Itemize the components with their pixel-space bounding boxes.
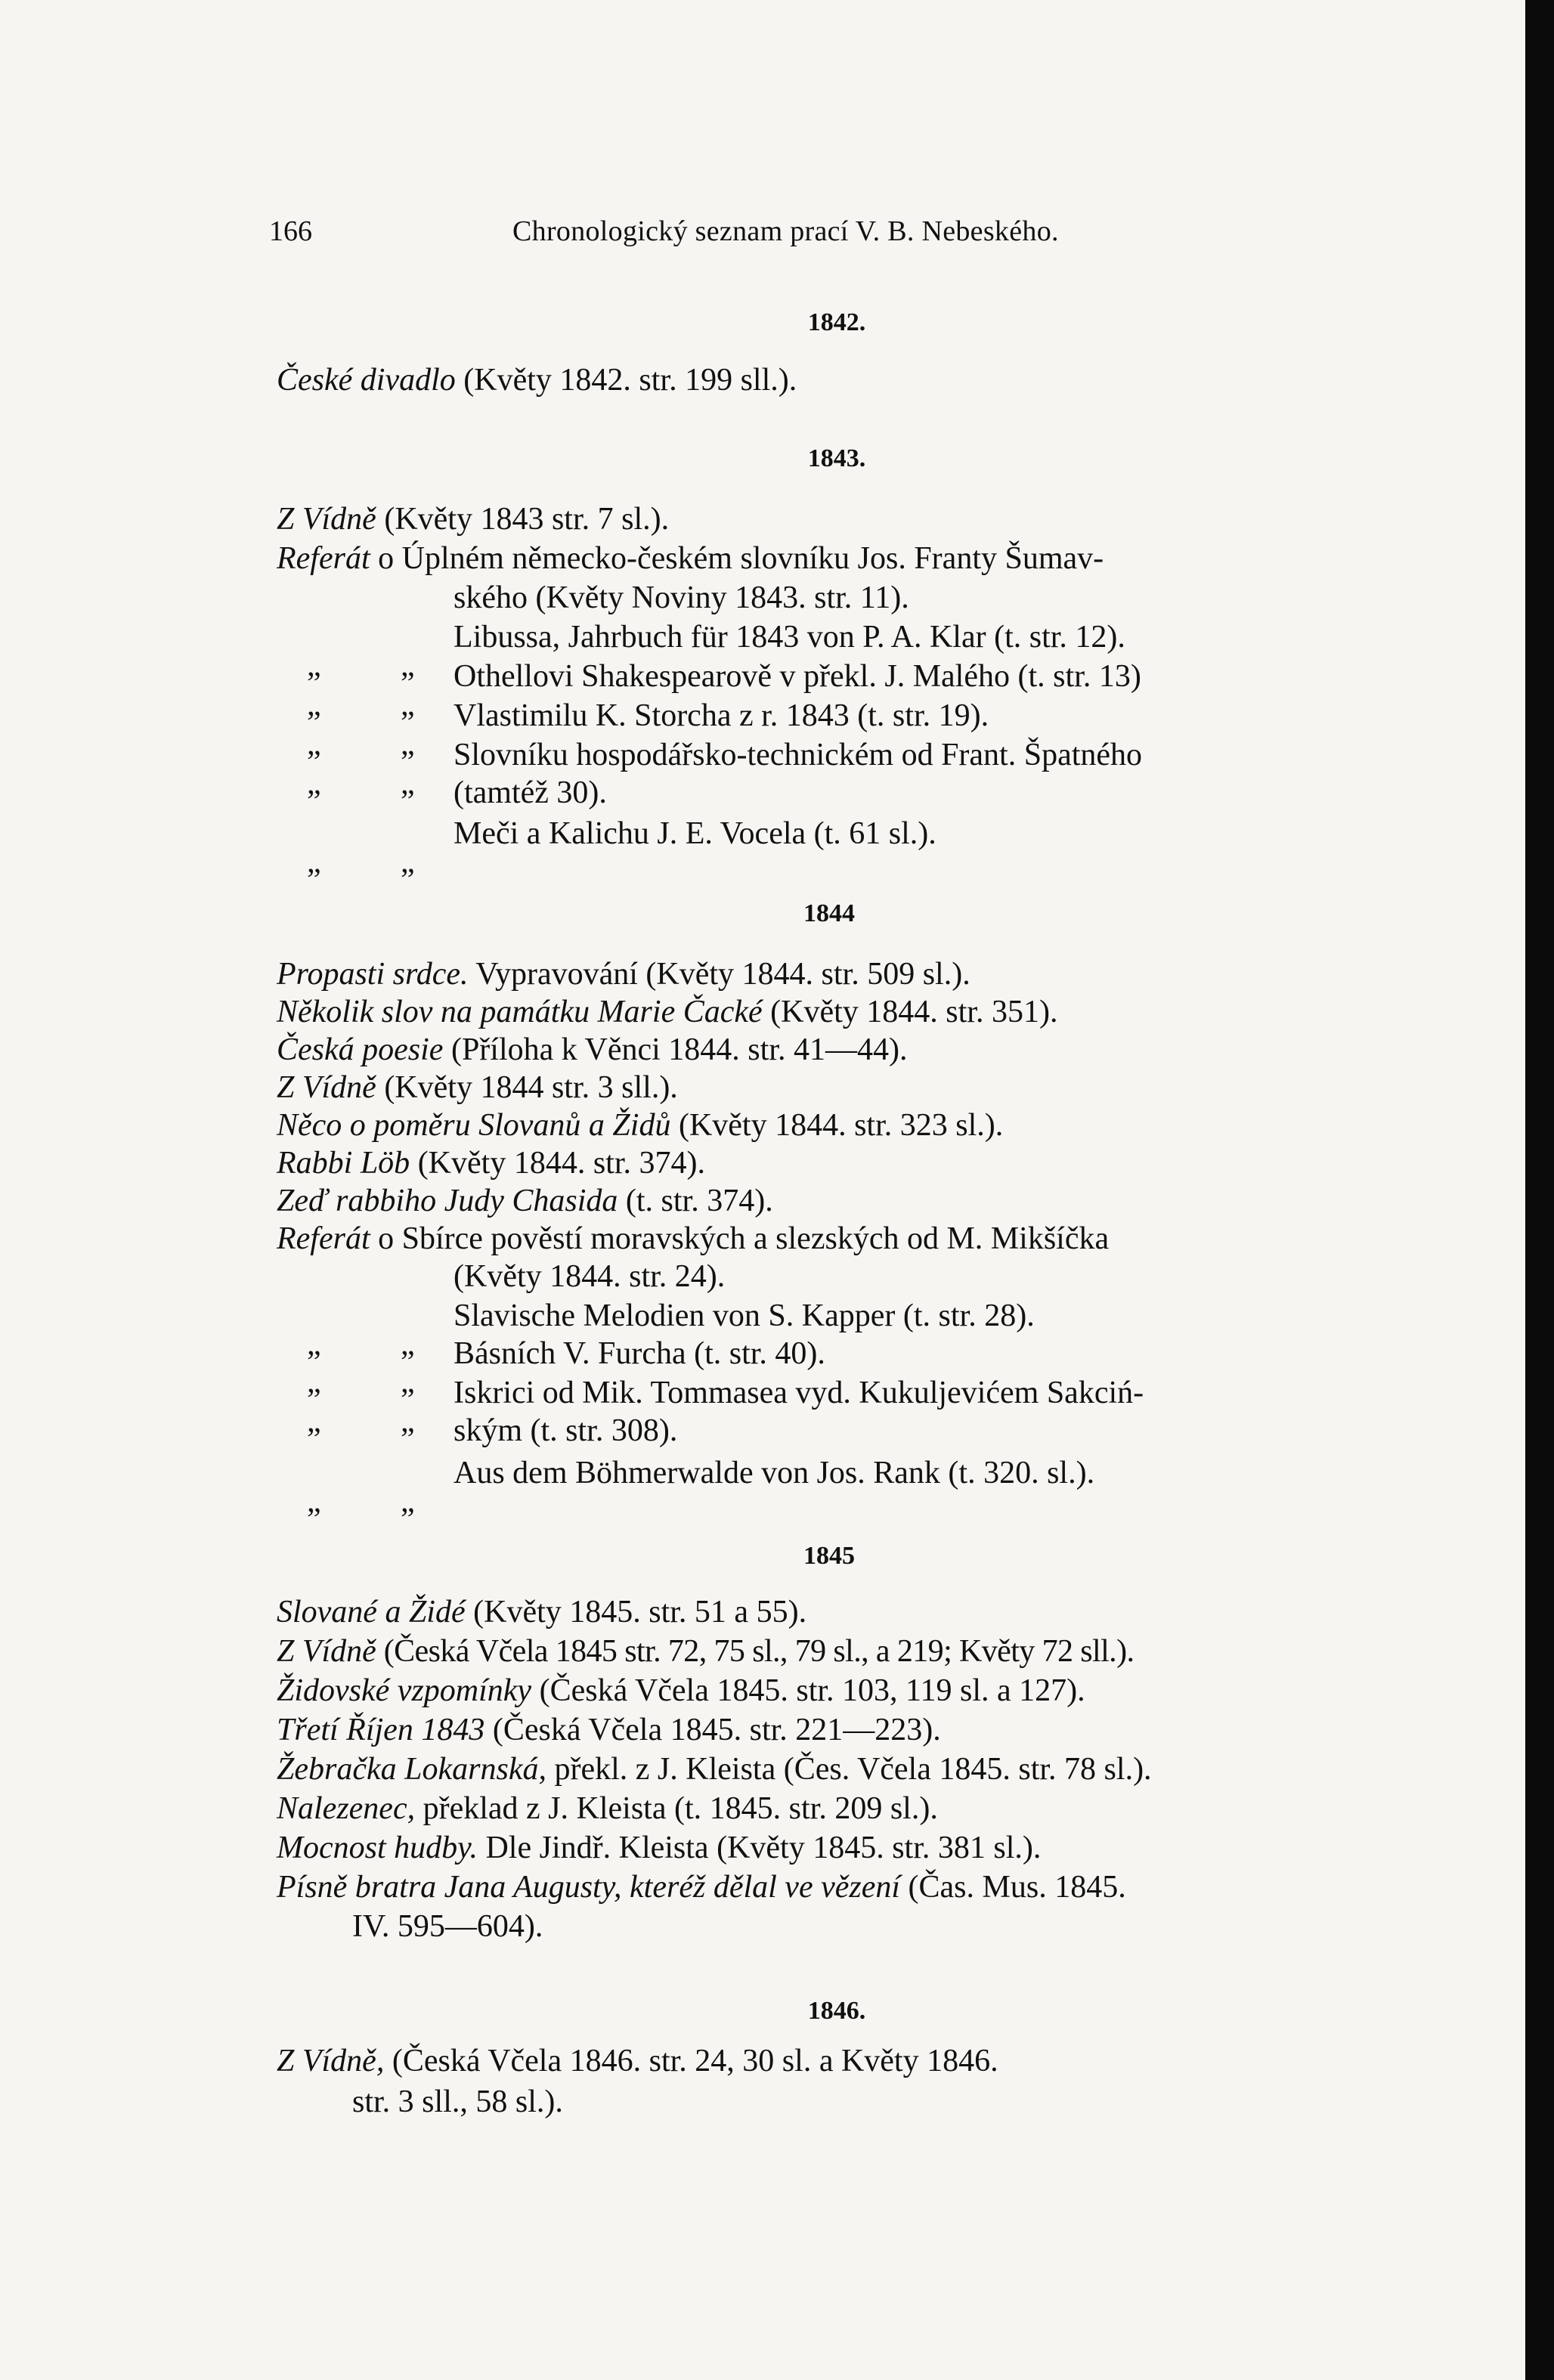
entry-pisne-bratra-cont: IV. 595—604). <box>352 1909 543 1944</box>
entry-text: (Květy 1842. str. 199 sll.). <box>455 363 797 398</box>
entry-title: Česká poesie <box>277 1032 444 1067</box>
entry-libussa: „ „ Libussa, Jahrbuch für 1843 von P. A. Klar (t. str. 12). <box>307 620 1125 683</box>
entry-title: Židovské vzpomínky <box>277 1673 532 1708</box>
entry-text: (Česká Včela 1846. str. 24, 30 sl. a Květy 1846. <box>384 2044 998 2078</box>
entry-referat-slovnik <box>277 540 1104 577</box>
scan-border <box>1525 0 1554 2380</box>
entry-text: překlad z J. Kleista (t. 1845. str. 209 sl.). <box>415 1791 938 1826</box>
page-header <box>269 215 1176 260</box>
entry-title: Písně bratra Jana Augusty, kteréž dělal ve vězení <box>277 1870 901 1905</box>
entry-text: Básních V. Furcha (t. str. 40). <box>454 1336 825 1371</box>
year-heading-1846: 1846. <box>807 1997 866 2025</box>
entry-text: Vlastimilu K. Storcha z r. 1843 (t. str. 19). <box>454 698 989 733</box>
entry-text: Vypravování (Květy 1844. str. 509 sl.). <box>468 957 970 992</box>
entry-text: (Květy 1844. str. 374). <box>410 1146 705 1181</box>
entry-text: (Květy 1843 str. 7 sl.). <box>376 502 670 537</box>
entry-z-vidne-1843 <box>277 500 669 538</box>
entry-zed-rabbiho <box>277 1182 773 1220</box>
entry-z-vidne-1846 <box>277 2042 998 2080</box>
entry-vlastimilu: „ „ Vlastimilu K. Storcha z r. 1843 (t. str. 19). <box>307 698 989 762</box>
entry-slovniku-hospodarsko: „ „ Slovníku hospodářsko-technickém od Frant. Špatného <box>307 738 1143 801</box>
entry-zidovske-vzpominky <box>277 1672 1085 1710</box>
entry-title: Zeď rabbiho Judy Chasida <box>277 1184 618 1218</box>
entry-text: (Květy 1844. str. 351). <box>762 995 1058 1029</box>
entry-text: Dle Jindř. Kleista (Květy 1845. str. 381 sl.). <box>477 1831 1042 1865</box>
page-number: 166 <box>269 215 312 247</box>
entry-z-vidne-1845 <box>277 1633 1134 1670</box>
entry-text: Slovníku hospodářsko-technickém od Frant. Špatného <box>454 738 1143 772</box>
entry-z-vidne-1844 <box>277 1069 678 1106</box>
entry-text: (Příloha k Věnci 1844. str. 41—44). <box>443 1032 908 1067</box>
entry-title: Referát <box>277 1221 370 1256</box>
entry-slovniku-hospodarsko-cont: (tamtéž 30). <box>454 775 607 810</box>
entry-text: Meči a Kalichu J. E. Vocela (t. 61 sl.). <box>454 816 936 851</box>
entry-title: Z Vídně <box>277 502 376 537</box>
entry-iskrici-cont: ským (t. str. 308). <box>454 1413 678 1448</box>
entry-title: Nalezenec, <box>277 1791 416 1826</box>
entry-ceska-poesie <box>277 1031 907 1069</box>
entry-rabbi-lob <box>277 1144 705 1182</box>
entry-text: o Úplném německo-českém slovníku Jos. Franty Šumav- <box>370 541 1104 576</box>
entry-nalezenec <box>277 1790 938 1828</box>
entry-iskrici: „ „ Iskrici od Mik. Tommasea vyd. Kukuljevićem Sakciń- <box>307 1376 1144 1439</box>
entry-title: Žebračka Lokarnská, <box>277 1752 546 1787</box>
year-heading-1844: 1844 <box>803 899 855 927</box>
year-heading-1845: 1845 <box>803 1542 855 1570</box>
entry-treti-rijen <box>277 1711 941 1749</box>
entry-text: Aus dem Böhmerwalde von Jos. Rank (t. 320. sl.). <box>454 1456 1095 1490</box>
entry-zebracka-lokarnska <box>277 1750 1152 1788</box>
entry-slavische-melodien: „ „ Slavische Melodien von S. Kapper (t. str. 28). <box>307 1298 1035 1362</box>
entry-title: Propasti srdce. <box>277 957 469 992</box>
entry-ceske-divadlo <box>277 361 797 399</box>
entry-title: Z Vídně <box>277 1070 376 1105</box>
entry-text: Libussa, Jahrbuch für 1843 von P. A. Klar (t. str. 12). <box>454 620 1125 655</box>
entry-neco-o-pomeru <box>277 1106 1003 1144</box>
entry-aus-dem-bohmerwalde: „ „ Aus dem Böhmerwalde von Jos. Rank (t. 320. sl.). <box>307 1456 1095 1519</box>
entry-text: (Květy 1844 str. 3 sll.). <box>376 1070 678 1105</box>
entry-slovane-a-zide <box>277 1593 806 1631</box>
entry-text: (Čas. Mus. 1845. <box>900 1870 1126 1905</box>
entry-title: Rabbi Löb <box>277 1146 410 1181</box>
entry-basnich-furcha: „ „ Básních V. Furcha (t. str. 40). <box>307 1336 825 1400</box>
entry-text: (Česká Včela 1845. str. 103, 119 sl. a 127). <box>531 1673 1085 1708</box>
entry-title: Z Vídně <box>277 1634 376 1669</box>
entry-title: Třetí Říjen 1843 <box>277 1713 485 1747</box>
entry-text: (Květy 1844. str. 323 sl.). <box>670 1108 1004 1143</box>
entry-referat-slovnik-cont: ského (Květy Noviny 1843. str. 11). <box>454 580 909 615</box>
entry-z-vidne-1846-cont: str. 3 sll., 58 sl.). <box>352 2084 563 2119</box>
entry-text: Othellovi Shakespearově v překl. J. Malého (t. str. 13) <box>454 659 1141 694</box>
entry-text: (Květy 1845. str. 51 a 55). <box>465 1595 807 1629</box>
entry-text: Slavische Melodien von S. Kapper (t. str. 28). <box>454 1298 1035 1333</box>
entry-referat-sbirce <box>277 1220 1109 1258</box>
entry-title: Referát <box>277 541 370 576</box>
entry-title: Z Vídně, <box>277 2044 385 2078</box>
year-heading-1843: 1843. <box>807 444 866 472</box>
year-heading-1842: 1842. <box>807 308 866 336</box>
entry-text: Iskrici od Mik. Tommasea vyd. Kukuljevićem Sakciń- <box>454 1376 1144 1410</box>
entry-title: Mocnost hudby. <box>277 1831 478 1865</box>
entry-text: (t. str. 374). <box>618 1184 773 1218</box>
entry-title: České divadlo <box>277 363 456 398</box>
entry-referat-sbirce-cont: (Květy 1844. str. 24). <box>454 1259 726 1294</box>
entry-title: Něco o poměru Slovanů a Židů <box>277 1108 671 1143</box>
entry-propasti-srdce <box>277 955 970 993</box>
entry-nekolik-slov <box>277 993 1057 1031</box>
entry-text: (Česká Včela 1845. str. 221—223). <box>484 1713 941 1747</box>
entry-text: překl. z J. Kleista (Čes. Včela 1845. str. 78 sl.). <box>546 1752 1152 1787</box>
entry-othellovi: „ „ Othellovi Shakespearově v překl. J. Malého (t. str. 13) <box>307 659 1141 723</box>
entry-title: Slované a Židé <box>277 1595 466 1629</box>
entry-text: o Sbírce pověstí moravských a slezských od M. Mikšíčka <box>370 1221 1110 1256</box>
running-title: Chronologický seznam prací V. B. Nebeského. <box>512 215 1059 247</box>
entry-pisne-bratra <box>277 1868 1126 1906</box>
entry-meci-a-kalichu: „ „ Meči a Kalichu J. E. Vocela (t. 61 sl.). <box>307 816 936 880</box>
entry-title: Několik slov na památku Marie Čacké <box>277 995 763 1029</box>
entry-text: (Česká Včela 1845 str. 72, 75 sl., 79 sl., a 219; Květy 72 sll.). <box>376 1634 1135 1669</box>
entry-mocnost-hudby <box>277 1829 1041 1867</box>
